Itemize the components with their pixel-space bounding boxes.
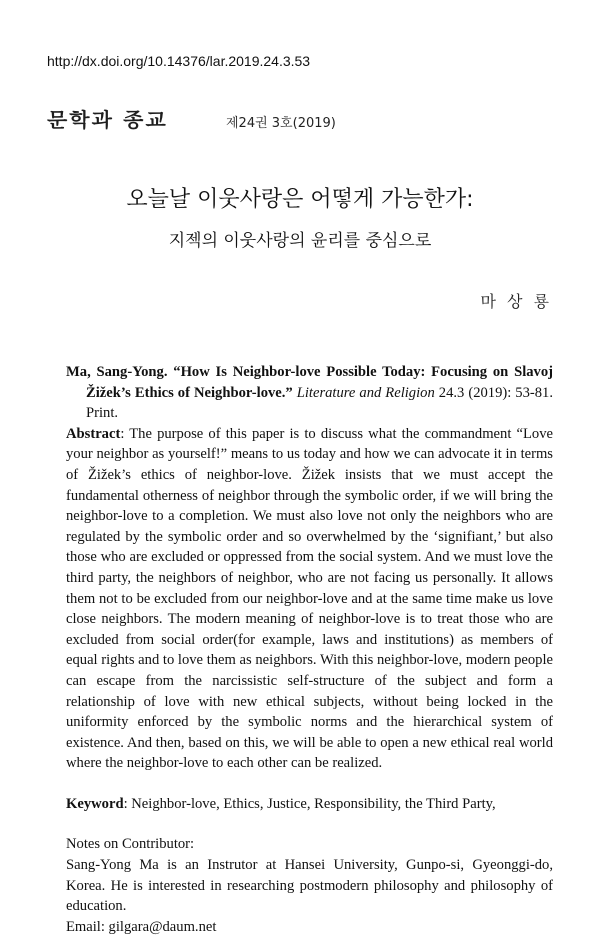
article-subtitle: 지젝의 이웃사랑의 윤리를 중심으로 bbox=[168, 231, 432, 251]
citation bbox=[66, 362, 553, 424]
abstract bbox=[66, 424, 553, 774]
notes-heading: Notes on Contributor: bbox=[66, 836, 195, 853]
issue-info: 제24권 3호(2019) bbox=[226, 116, 336, 131]
article-front-matter bbox=[66, 362, 553, 937]
abstract-label: Abstract bbox=[66, 425, 121, 442]
contributor-notes bbox=[66, 834, 553, 937]
citation-journal: Literature and Religion bbox=[296, 384, 435, 401]
citation-author: Ma, Sang-Yong. bbox=[66, 364, 168, 380]
author-name: 마 상 룡 bbox=[480, 292, 552, 311]
keyword-text: : Neighbor-love, Ethics, Justice, Responsibility, the Third Party, bbox=[123, 795, 496, 812]
citation-title: “How Is Neighbor-love Possible Today: Focusing on Slavoj Žižek’s Ethics of Neighbor-love.” bbox=[86, 364, 553, 401]
article-title: 오늘날 이웃사랑은 어떻게 가능한가: bbox=[126, 187, 474, 212]
abstract-text: : The purpose of this paper is to discuss what the commandment “Love your neighbor as yourself!” means to us today and how we can advocate it in terms of Žižek’s ethics of neighbor-love. Žižek insists that we must accept the fundamental otherness of neighbor through the symbolic order, if we will bring the neighbor-love to a completion. We must also love not only the neighbors who are regulated by the symbolic order and so overwhelmed by the ‘signifiant,’ but also those who are excluded or oppressed from the social system. And we must love the third party, the neighbors of neighbor, who are not facing us personally. It allows them not to be excluded from our neighbor-love and at the same time make us love close neighbors. The modern meaning of neighbor-love is to treat those who are excluded from social order(for example, laws and institutions) as members of equal rights and to love them as neighbors. With this neighbor-love, modern people can escape from the narcissistic self-structure of the subject and form a relationship of love with new ethical subjects, without being locked in the uniformity enforced by the symbolic norms and the hierarchical system of existence. And then, based on this, we will be able to open a new ethical real world where the neighbor-love to each other can be realized. bbox=[66, 425, 553, 772]
contributor-email[interactable]: Email: gilgara@daum.net bbox=[66, 918, 217, 935]
keywords bbox=[66, 794, 553, 815]
citation-details: 24.3 (2019): 53-81. Print. bbox=[86, 384, 553, 422]
journal-logo: 문학과 종교 bbox=[47, 107, 168, 131]
notes-text: Sang-Yong Ma is an Instrutor at Hansei University, Gunpo-si, Gyeonggi-do, Korea. He is interested in researching postmodern philosophy and philosophy of education. bbox=[66, 857, 553, 915]
doi-link[interactable]: http://dx.doi.org/10.14376/lar.2019.24.3.53 bbox=[47, 53, 311, 69]
keyword-label: Keyword bbox=[66, 795, 124, 812]
